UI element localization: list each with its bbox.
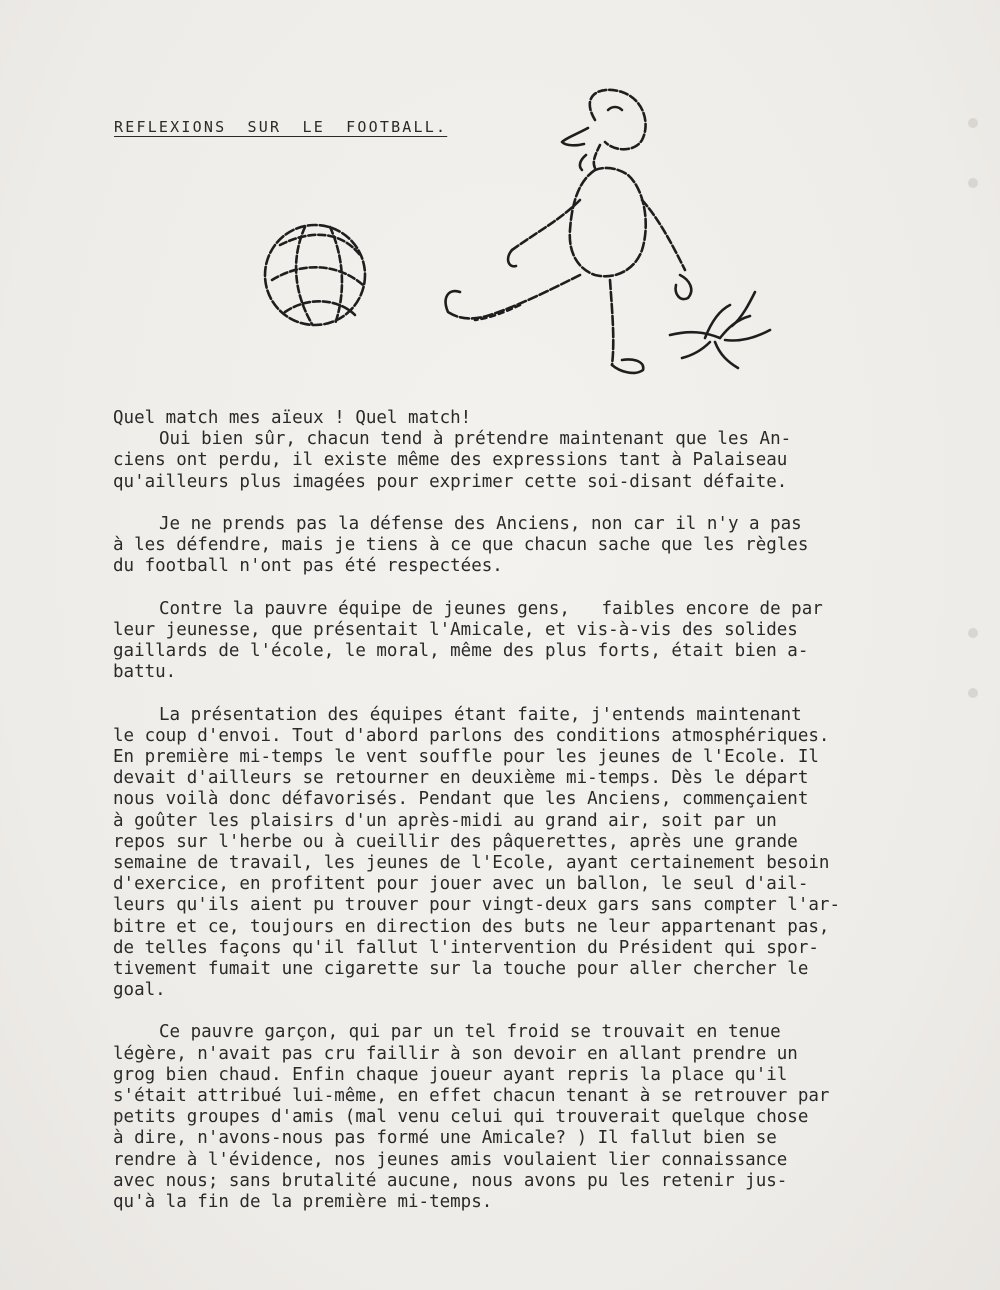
body-line: En première mi-temps le vent souffle pour les jeunes de l'Ecole. Il	[113, 747, 819, 767]
article-title: REFLEXIONS SUR LE FOOTBALL.	[114, 118, 448, 136]
body-line: bitre et ce, toujours en direction des buts ne leur appartenant pas,	[113, 916, 830, 937]
body-line: de telles façons qu'il fallut l'intervention du Président qui spor-	[113, 937, 819, 958]
body-line: du football n'ont pas été respectées.	[113, 556, 503, 577]
football-icon	[265, 225, 365, 325]
body-line: Ce pauvre garçon, qui par un tel froid se trouvait en tenue	[159, 1022, 781, 1043]
body-line: le coup d'envoi. Tout d'abord parlons des conditions atmosphériques.	[113, 725, 830, 746]
body-line: d'exercice, en profitent pour jouer avec un ballon, le seul d'ail-	[113, 874, 809, 895]
body-line: rendre à l'évidence, nos jeunes amis voulaient lier connaissance	[113, 1149, 788, 1170]
punch-hole	[968, 628, 978, 638]
player-kicking-icon	[446, 90, 692, 373]
body-line: leur jeunesse, que présentait l'Amicale, et vis-à-vis des solides	[113, 619, 798, 640]
body-line: goal.	[113, 980, 166, 1001]
body-line: qu'ailleurs plus imagées pour exprimer cette soi-disant défaite.	[113, 471, 788, 492]
punch-hole	[968, 178, 978, 188]
body-line: La présentation des équipes étant faite, j'entends maintenant	[159, 704, 802, 725]
body-line: nous voilà donc défavorisés. Pendant que les Anciens, commençaient	[113, 789, 809, 810]
body-line: ciens ont perdu, il existe même des expressions tant à Palaiseau	[113, 450, 788, 471]
body-line: avec nous; sans brutalité aucune, nous avons pu les retenir jus-	[113, 1170, 788, 1191]
body-line: à goûter les plaisirs d'un après-midi au grand air, soit par un	[113, 810, 777, 831]
body-line: qu'à la fin de la première mi-temps.	[113, 1191, 493, 1212]
body-line: Quel match mes aïeux ! Quel match!	[113, 408, 472, 428]
body-line: Je ne prends pas la défense des Anciens, non car il n'y a pas	[159, 513, 802, 534]
body-line: gaillards de l'école, le moral, même des plus forts, était bien a-	[113, 641, 809, 662]
football-illustration	[250, 80, 810, 400]
grass-tuft-icon	[670, 292, 770, 368]
punch-hole	[968, 688, 978, 698]
body-line: à les défendre, mais je tiens à ce que chacun sache que les règles	[113, 535, 809, 556]
body-line: grog bien chaud. Enfin chaque joueur ayant repris la place qu'il	[113, 1064, 788, 1085]
body-line: semaine de travail, les jeunes de l'Ecole, ayant certainement besoin	[113, 852, 830, 873]
body-line: devait d'ailleurs se retourner en deuxième mi-temps. Dès le départ	[113, 768, 809, 789]
body-line: Contre la pauvre équipe de jeunes gens, faibles encore de par	[159, 598, 823, 619]
body-line: battu.	[113, 662, 177, 683]
punch-hole	[968, 118, 978, 128]
body-line: leurs qu'ils aient pu trouver pour vingt-deux gars sans compter l'ar-	[113, 895, 840, 916]
body-line: légère, n'avait pas cru faillir à son devoir en allant prendre un	[113, 1043, 798, 1064]
body-line: Oui bien sûr, chacun tend à prétendre maintenant que les An-	[159, 429, 792, 450]
body-line: à dire, n'avons-nous pas formé une Amicale? ) Il fallut bien se	[113, 1128, 777, 1149]
body-line: repos sur l'herbe ou à cueillir des pâquerettes, après une grande	[113, 831, 798, 852]
article-body	[113, 408, 840, 1213]
body-line: petits groupes d'amis (mal venu celui qui trouverait quelque chose	[113, 1107, 809, 1128]
body-line: s'était attribué lui-même, en effet chacun tenant à se retrouver par	[113, 1086, 830, 1106]
body-line: tivement fumait une cigarette sur la touche pour aller chercher le	[113, 958, 809, 979]
